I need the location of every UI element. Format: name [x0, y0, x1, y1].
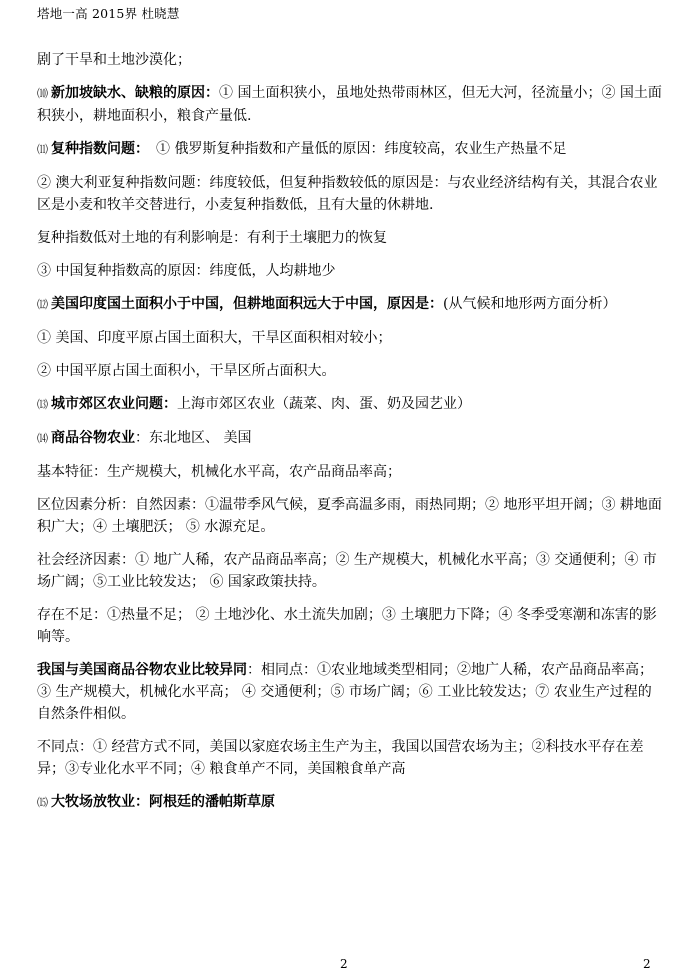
- item-number-10: ⑽: [37, 87, 48, 100]
- paragraph-china-cropping: ③ 中国复种指数高的原因：纬度低，人均耕地少: [37, 263, 336, 279]
- paragraph-comparison: [37, 659, 662, 725]
- paragraph-1: 剧了干旱和土地沙漠化；: [37, 52, 191, 68]
- text-commercial-grain: ：东北地区、 美国: [135, 430, 252, 446]
- paragraph-multiple-cropping: [37, 138, 662, 161]
- paragraph-australia: ② 澳大利亚复种指数问题：纬度较低，但复种指数较低的原因是：与农业经济结构有关，其混合农业区是小麦和牧羊交替进行，小麦复种指数低，且有大量的休耕地.: [37, 175, 658, 213]
- heading-us-india: 美国印度国土面积小于中国，但耕地面积远大于中国，原因是：: [51, 296, 443, 312]
- paragraph-singapore: [37, 82, 662, 127]
- page-number-right: 2: [643, 957, 651, 971]
- paragraph-commercial-grain: [37, 427, 662, 450]
- paragraph-suburban: [37, 393, 662, 416]
- heading-comparison: 我国与美国商品谷物农业比较异同: [37, 662, 247, 678]
- text-singapore: ① 国土面积狭小，虽地处热带雨林区，但无大河，径流量小；② 国土面积狭小，耕地面积小，粮食产量低.: [37, 85, 662, 124]
- page-header: 塔地一高 2015界 杜晓慧: [37, 6, 180, 21]
- heading-singapore: 新加坡缺水、缺粮的原因：: [51, 85, 219, 101]
- item-number-11: ⑾: [37, 143, 48, 156]
- text-russia-cropping: ① 俄罗斯复种指数和产量低的原因：纬度较高，农业生产热量不足: [142, 141, 567, 157]
- document-body: [37, 49, 662, 814]
- heading-suburban: 城市郊区农业问题：: [51, 396, 177, 412]
- item-number-14: ⒁: [37, 432, 48, 445]
- paragraph-socio-economic: 社会经济因素：① 地广人稀，农产品商品率高；② 生产规模大，机械化水平高；③ 交通便利；④ 市场广阔；⑤工业比较发达； ⑥ 国家政策扶持。: [37, 552, 657, 590]
- text-us-india-note: (从气候和地形两方面分析）: [443, 296, 617, 312]
- item-number-12: ⑿: [37, 298, 48, 311]
- text-comparison: ：相同点：①农业地域类型相同；②地广人稀，农产品商品率高；③ 生产规模大，机械化水平高； ④ 交通便利；⑤ 市场广阔；⑥ 工业比较发达；⑦ 农业生产过程的自然条件相似。: [37, 662, 653, 722]
- paragraph-us-india-1: ① 美国、印度平原占国土面积大，干旱区面积相对较小；: [37, 330, 392, 346]
- paragraph-differences: 不同点：① 经营方式不同，美国以家庭农场主生产为主，我国以国营农场为主；②科技水平存在差异；③专业化水平不同；④ 粮食单产不同，美国粮食单产高: [37, 739, 644, 777]
- item-number-15: ⒂: [37, 796, 48, 809]
- paragraph-us-india: [37, 293, 662, 316]
- heading-commercial-grain: 商品谷物农业: [51, 430, 135, 446]
- paragraph-ranching: [37, 791, 662, 814]
- page-number-center: 2: [340, 957, 348, 971]
- text-suburban: 上海市郊区农业（蔬菜、肉、蛋、奶及园艺业）: [177, 396, 471, 412]
- paragraph-benefit: 复种指数低对土地的有利影响是：有利于土壤肥力的恢复: [37, 230, 387, 246]
- paragraph-shortcomings: 存在不足：①热量不足； ② 土地沙化、水土流失加剧；③ 土壤肥力下降；④ 冬季受寒潮和冻害的影响等。: [37, 607, 657, 645]
- paragraph-features: 基本特征：生产规模大，机械化水平高，农产品商品率高；: [37, 464, 401, 480]
- paragraph-natural-factors: 区位因素分析：自然因素：①温带季风气候，夏季高温多雨，雨热同期；② 地形平坦开阔；③ 耕地面积广大；④ 土壤肥沃； ⑤ 水源充足。: [37, 497, 662, 535]
- item-number-13: ⒀: [37, 398, 48, 411]
- paragraph-china-plain: ② 中国平原占国土面积小，干旱区所占面积大。: [37, 363, 336, 379]
- heading-ranching: 大牧场放牧业：阿根廷的潘帕斯草原: [51, 794, 275, 810]
- heading-multiple-cropping: 复种指数问题：: [51, 141, 142, 157]
